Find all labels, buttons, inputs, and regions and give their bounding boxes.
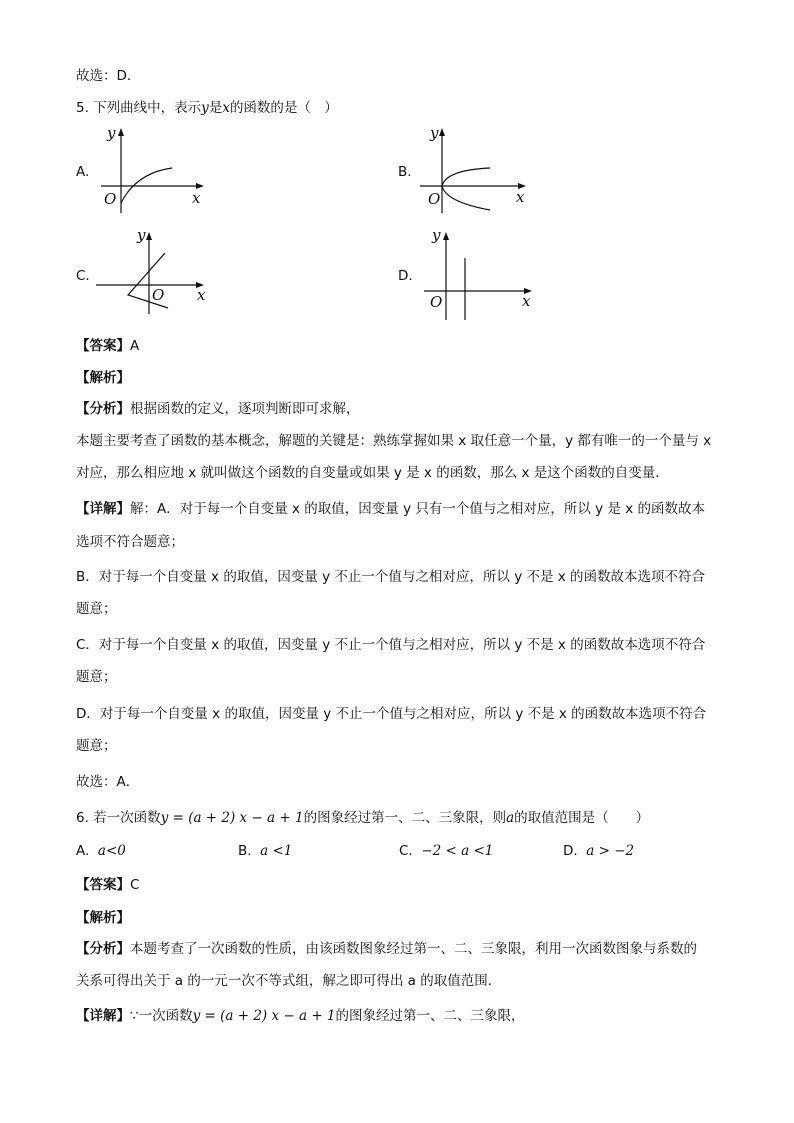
fenxi-text: 根据函数的定义，逐项判断即可求解， (130, 401, 360, 417)
q5-concept-line-2: 对应，那么相应地 x 就叫做这个函数的自变量或如果 y 是 x 的函数，那么 x 是这个函数的自变量． (76, 465, 669, 481)
q6-option-c (399, 843, 493, 859)
x-label: x (522, 292, 531, 310)
answer-value: A (130, 338, 140, 354)
q5-option-d-label: D. (398, 268, 413, 284)
q5-option-a-label: A. (76, 164, 90, 180)
y-label: y (432, 226, 441, 244)
answer-tag: 【答案】 (76, 338, 130, 354)
q5-detail-a-line-2: 选项不符合题意； (76, 534, 184, 550)
fenxi-tag: 【分析】 (76, 941, 130, 957)
detail-text-a: ∵一次函数 (130, 1008, 193, 1024)
option-label: C. (399, 843, 413, 859)
q5-graph-c (94, 222, 234, 322)
option-label: B. (238, 843, 252, 859)
x-label: x (192, 189, 201, 207)
origin-label: O (428, 190, 441, 208)
origin-label: O (152, 286, 165, 304)
x-label: x (516, 188, 525, 206)
q6-stem-a: 6. 若一次函数 (76, 810, 161, 826)
q5-stem-b: 是 (208, 100, 223, 116)
q5-detail-c-line-2: 题意； (76, 669, 117, 685)
q5-graph-d (418, 222, 558, 322)
q5-detail-a-line-1 (76, 497, 705, 517)
q6-fenxi-line-1 (76, 937, 697, 957)
y-arrow-icon (443, 232, 449, 240)
prev-choice: 故选：D． (76, 68, 141, 84)
q6-stem-c: 的取值范围是（ ） (514, 810, 650, 826)
answer-value: C (130, 877, 140, 893)
curve (442, 168, 490, 210)
detail-text-b: 的图象经过第一、二、三象限， (335, 1008, 525, 1024)
q6-stem-b: 的图象经过第一、二、三象限，则 (303, 810, 507, 826)
option-value: a<0 (97, 843, 126, 859)
q6-answer (76, 873, 139, 893)
option-value: a <1 (260, 843, 293, 859)
detail-formula: y = (a + 2) x − a + 1 (192, 1008, 336, 1024)
q6-fenxi-line-2: 关系可得出关于 a 的一元一次不等式组，解之即可得出 a 的取值范围． (76, 973, 502, 989)
option-value: a > −2 (586, 843, 635, 859)
q5-answer (76, 334, 139, 354)
q5-detail-b-line-1: B．对于每一个自变量 x 的取值，因变量 y 不止一个值与之相对应，所以 y 不是 x 的函数故本选项不符合 (76, 569, 706, 585)
option-label: D. (563, 843, 578, 859)
q5-detail-d-line-2: 题意； (76, 738, 117, 754)
q5-option-b-label: B. (398, 164, 412, 180)
q6-option-a (76, 843, 126, 859)
y-arrow-icon (439, 128, 445, 136)
option-value: −2 < a <1 (421, 843, 494, 859)
fenxi-text: 本题考查了一次函数的性质，由该函数图象经过第一、二、三象限，利用一次函数图象与系数的 (130, 941, 697, 957)
fenxi-tag: 【分析】 (76, 401, 130, 417)
answer-tag: 【答案】 (76, 877, 130, 893)
option-label: A. (76, 843, 90, 859)
q6-stem (76, 806, 649, 826)
q5-detail-d-line-1: D．对于每一个自变量 x 的取值，因变量 y 不止一个值与之相对应，所以 y 不是 x 的函数故本选项不符合 (76, 706, 707, 722)
q5-concept-line-1: 本题主要考查了函数的基本概念，解题的关键是：熟练掌握如果 x 取任意一个量，y 都有唯一的一个量与 x (76, 433, 712, 449)
q5-stem-y: y (201, 100, 209, 116)
q6-option-d (563, 843, 634, 859)
q5-graph-b (418, 118, 558, 218)
q5-stem-x: x (222, 100, 230, 116)
y-label: y (137, 226, 146, 244)
x-label: x (197, 286, 206, 304)
q5-fenxi (76, 397, 360, 417)
origin-label: O (104, 190, 117, 208)
q5-jiexi-tag: 【解析】 (76, 370, 130, 386)
detail-a-text: 解：A．对于每一个自变量 x 的取值，因变量 y 只有一个值与之相对应，所以 y 是 x 的函数故本 (130, 501, 706, 517)
q5-graph-a (96, 118, 236, 218)
q6-option-b (238, 843, 292, 859)
q5-option-c-label: C. (76, 268, 90, 284)
q6-jiexi-tag: 【解析】 (76, 910, 130, 926)
q6-formula: y = (a + 2) x − a + 1 (160, 810, 304, 826)
q5-choice: 故选：A． (76, 774, 140, 790)
q6-detail-line-1 (76, 1004, 525, 1024)
detail-tag: 【详解】 (76, 501, 130, 517)
detail-tag: 【详解】 (76, 1008, 130, 1024)
q5-stem (76, 96, 338, 116)
origin-label: O (430, 293, 443, 311)
y-arrow-icon (118, 128, 124, 136)
y-arrow-icon (146, 232, 152, 240)
y-label: y (107, 124, 116, 142)
y-label: y (430, 124, 439, 142)
q5-detail-b-line-2: 题意； (76, 601, 117, 617)
q5-detail-c-line-1: C．对于每一个自变量 x 的取值，因变量 y 不止一个值与之相对应，所以 y 不是 x 的函数故本选项不符合 (76, 637, 706, 653)
q5-stem-a: 5. 下列曲线中，表示 (76, 100, 202, 116)
q6-var: a (506, 810, 515, 826)
q5-stem-c: 的函数的是（ ） (229, 100, 338, 116)
